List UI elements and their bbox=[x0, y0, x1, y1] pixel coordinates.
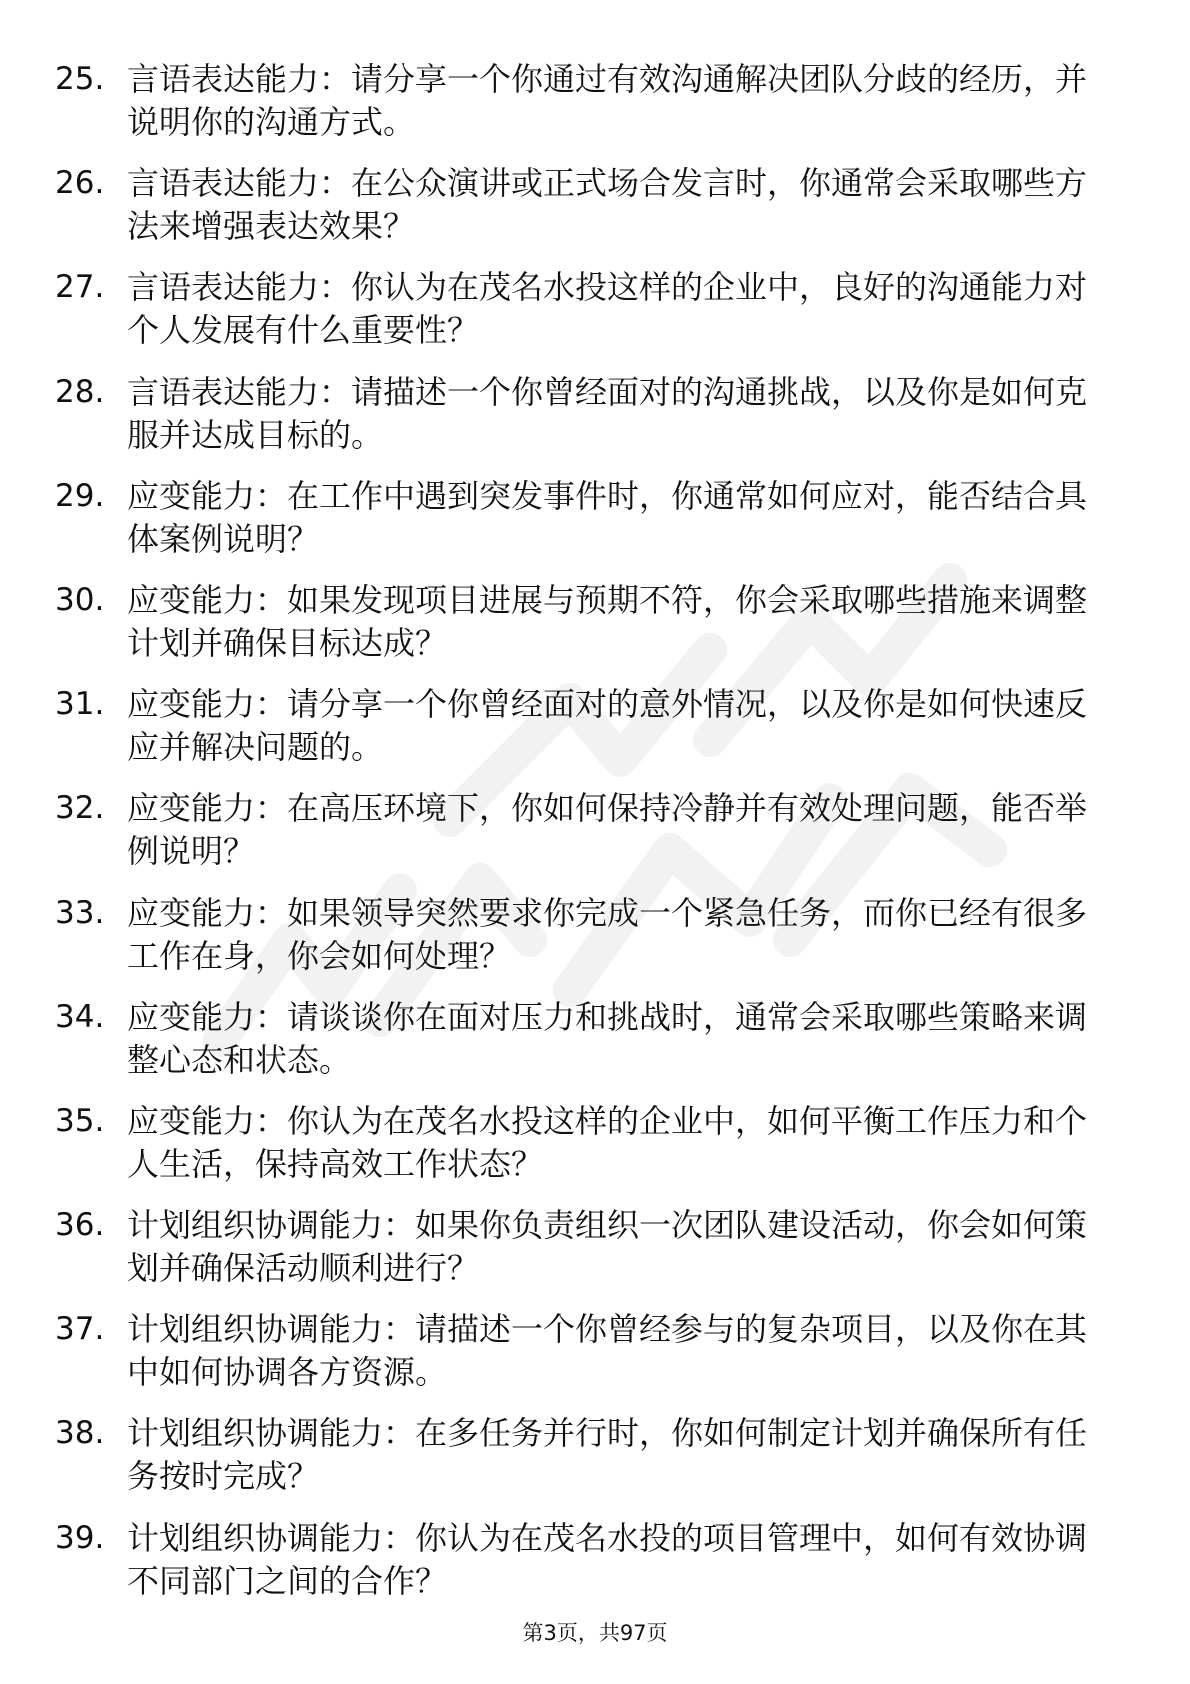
question-number: 35. bbox=[55, 1102, 105, 1139]
question-list bbox=[0, 48, 1190, 1611]
question-item bbox=[0, 1090, 1190, 1194]
question-item bbox=[0, 1298, 1190, 1402]
question-text: 应变能力：请分享一个你曾经面对的意外情况，以及你是如何快速反应并解决问题的。 bbox=[127, 685, 1088, 767]
question-item bbox=[0, 152, 1190, 256]
question-text: 计划组织协调能力：在多任务并行时，你如何制定计划并确保所有任务按时完成？ bbox=[127, 1414, 1088, 1496]
question-text: 应变能力：在高压环境下，你如何保持冷静并有效处理问题，能否举例说明？ bbox=[127, 789, 1088, 871]
question-item bbox=[0, 673, 1190, 777]
question-number: 36. bbox=[55, 1207, 105, 1244]
question-text: 计划组织协调能力：你认为在茂名水投的项目管理中，如何有效协调不同部门之间的合作？ bbox=[127, 1518, 1088, 1600]
question-number: 26. bbox=[55, 165, 105, 202]
question-number: 29. bbox=[55, 477, 105, 514]
question-item bbox=[0, 1507, 1190, 1611]
question-item bbox=[0, 256, 1190, 360]
question-text: 言语表达能力：在公众演讲或正式场合发言时，你通常会采取哪些方法来增强表达效果？ bbox=[127, 164, 1088, 246]
question-text: 计划组织协调能力：请描述一个你曾经参与的复杂项目，以及你在其中如何协调各方资源。 bbox=[127, 1310, 1088, 1392]
question-text: 应变能力：如果发现项目进展与预期不符，你会采取哪些措施来调整计划并确保目标达成？ bbox=[127, 580, 1088, 662]
question-item bbox=[0, 777, 1190, 881]
question-number: 37. bbox=[55, 1311, 105, 1348]
question-number: 31. bbox=[55, 686, 105, 723]
question-number: 27. bbox=[55, 269, 105, 306]
question-text: 言语表达能力：你认为在茂名水投这样的企业中，良好的沟通能力对个人发展有什么重要性？ bbox=[127, 268, 1088, 350]
question-item bbox=[0, 1402, 1190, 1506]
question-number: 28. bbox=[55, 373, 105, 410]
question-item bbox=[0, 1194, 1190, 1298]
question-text: 应变能力：你认为在茂名水投这样的企业中，如何平衡工作压力和个人生活，保持高效工作状态？ bbox=[127, 1101, 1088, 1183]
question-text: 言语表达能力：请分享一个你通过有效沟通解决团队分歧的经历，并说明你的沟通方式。 bbox=[127, 60, 1088, 141]
question-item bbox=[0, 361, 1190, 465]
question-number: 32. bbox=[55, 790, 105, 827]
question-number: 38. bbox=[55, 1415, 105, 1452]
question-number: 25. bbox=[55, 61, 105, 97]
question-number: 34. bbox=[55, 998, 105, 1035]
question-text: 应变能力：如果领导突然要求你完成一个紧急任务，而你已经有很多工作在身，你会如何处理？ bbox=[127, 893, 1088, 975]
question-number: 30. bbox=[55, 581, 105, 618]
question-item bbox=[0, 48, 1190, 152]
question-text: 计划组织协调能力：如果你负责组织一次团队建设活动，你会如何策划并确保活动顺利进行？ bbox=[127, 1206, 1088, 1288]
question-text: 应变能力：请谈谈你在面对压力和挑战时，通常会采取哪些策略来调整心态和状态。 bbox=[127, 997, 1088, 1079]
question-item bbox=[0, 569, 1190, 673]
question-item bbox=[0, 465, 1190, 569]
question-item bbox=[0, 986, 1190, 1090]
question-text: 应变能力：在工作中遇到突发事件时，你通常如何应对，能否结合具体案例说明？ bbox=[127, 476, 1088, 558]
question-number: 39. bbox=[55, 1519, 105, 1556]
page-number: 第3页，共97页 bbox=[522, 1621, 668, 1645]
question-number: 33. bbox=[55, 894, 105, 931]
question-text: 言语表达能力：请描述一个你曾经面对的沟通挑战，以及你是如何克服并达成目标的。 bbox=[127, 372, 1088, 454]
question-item bbox=[0, 882, 1190, 986]
